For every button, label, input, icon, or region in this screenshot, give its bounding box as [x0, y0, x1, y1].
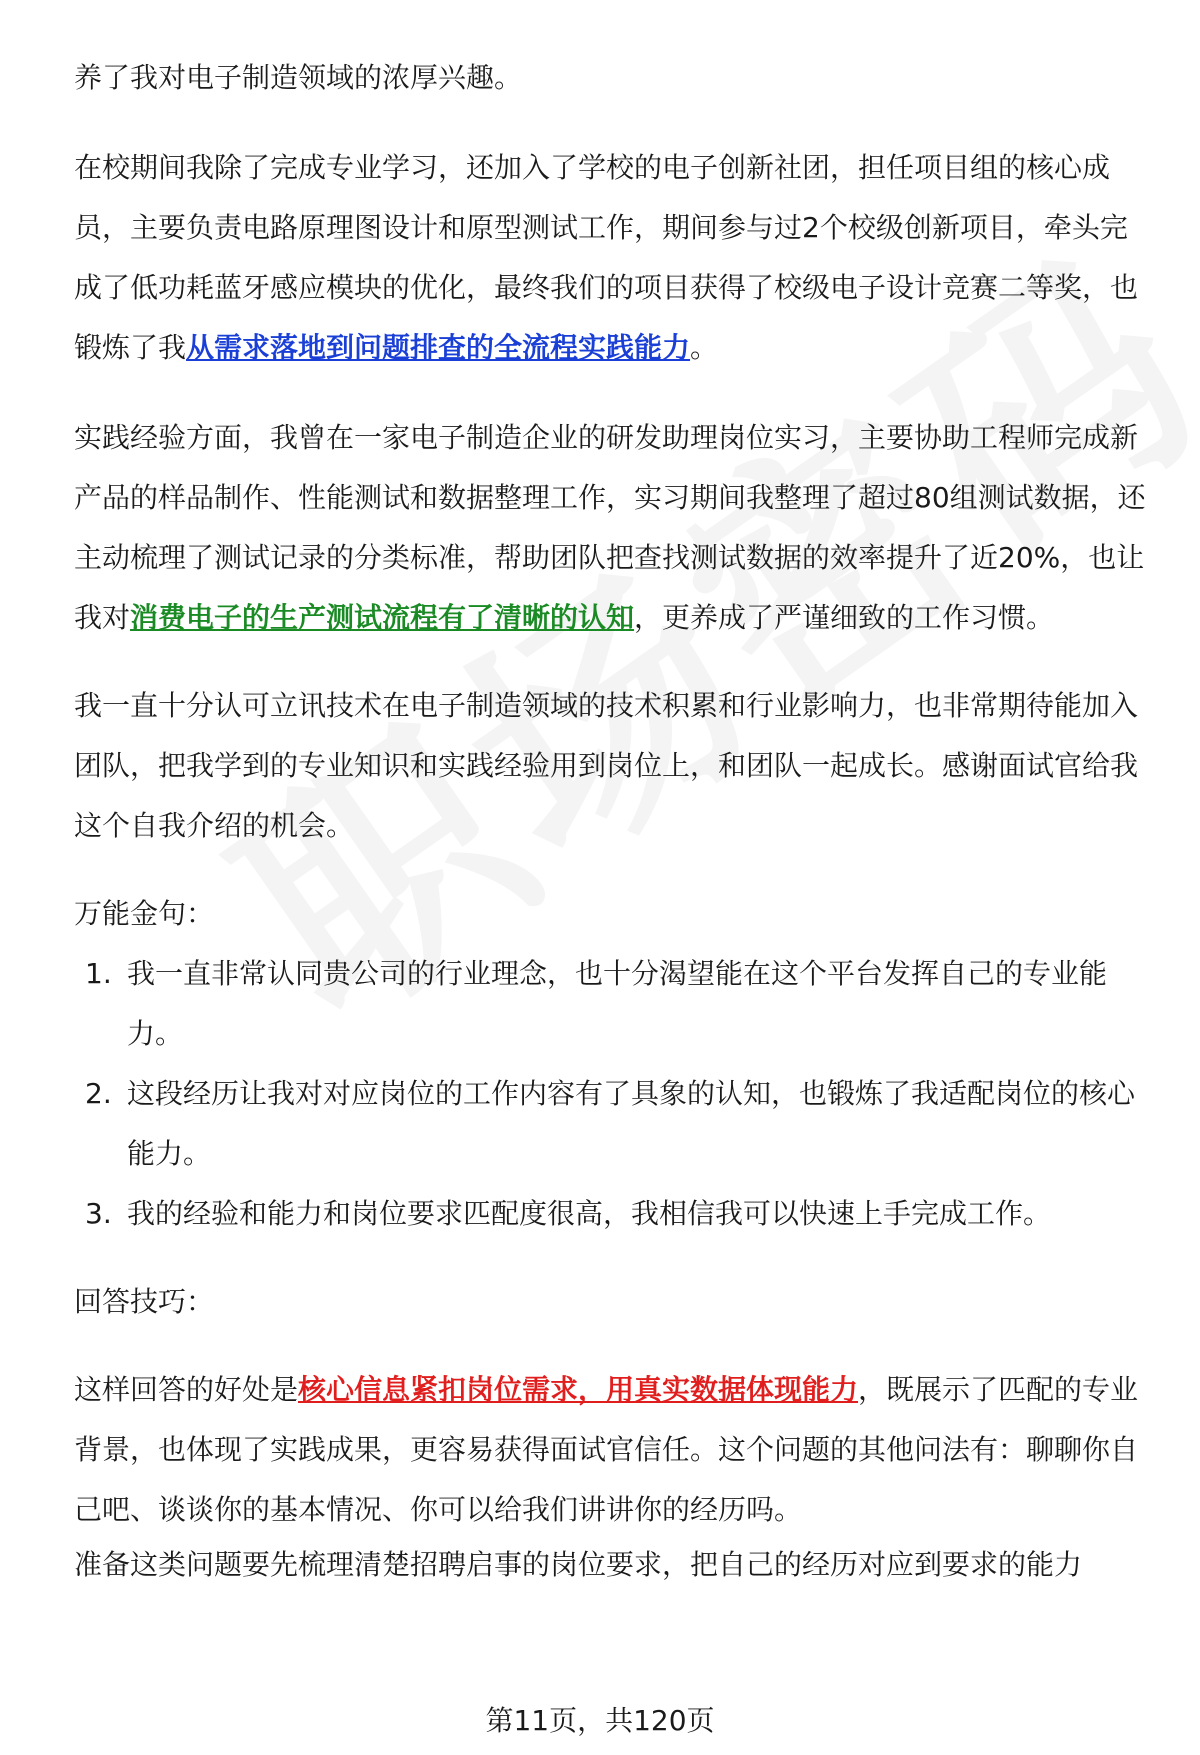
internship-text-end: ，更养成了严谨细致的工作习惯。 [634, 601, 1055, 634]
list-item [74, 944, 1154, 1064]
paragraph-closing: 我一直十分认可立讯技术在电子制造领域的技术积累和行业影响力，也非常期待能加入团队，把我学到的专业知识和实践经验用到岗位上，和团队一起成长。感谢面试官给我这个自我介绍的机会。 [74, 689, 1139, 842]
list-item [74, 1064, 1154, 1184]
list-text: 我的经验和能力和岗位要求匹配度很高，我相信我可以快速上手完成工作。 [127, 1197, 1052, 1230]
paragraph-tips [74, 1360, 1154, 1540]
document-body [74, 48, 1154, 1590]
golden-heading: 万能金句： [74, 897, 215, 930]
list-number: 3. [85, 1197, 112, 1230]
internship-text: 实践经验方面，我曾在一家电子制造企业的研发助理岗位实习，主要协助工程师完成新产品的样品制作、性能测试和数据整理工作，实习期间我整理了超过80组测试数据，还主动梳理了测试记录的分类标准，帮助团队把查找测试数据的效率提升了近20%，也让我对 [74, 421, 1146, 634]
highlight-blue: 从需求落地到问题排查的全流程实践能力 [186, 331, 691, 364]
campus-text: 在校期间我除了完成专业学习，还加入了学校的电子创新社团，担任项目组的核心成员，主要负责电路原理图设计和原型测试工作，期间参与过2个校级创新项目，牵头完成了低功耗蓝牙感应模块的优化，最终我们的项目获得了校级电子设计竞赛二等奖，也锻炼了我 [74, 151, 1139, 364]
golden-list [74, 944, 1154, 1244]
list-item [74, 1184, 1154, 1244]
tips-text: 这样回答的好处是 [74, 1373, 299, 1406]
tips-text-end: ，既展示了匹配的专业背景，也体现了实践成果，更容易获得面试官信任。这个问题的其他问法有：聊聊你自己吧、谈谈你的基本情况、你可以给我们讲讲你的经历吗。 [74, 1373, 1139, 1526]
campus-text-end: 。 [690, 331, 719, 364]
list-text: 这段经历让我对对应岗位的工作内容有了具象的认知，也锻炼了我适配岗位的核心能力。 [127, 1077, 1136, 1170]
highlight-red: 核心信息紧扣岗位需求，用真实数据体现能力 [298, 1373, 859, 1406]
highlight-green: 消费电子的生产测试流程有了清晰的认知 [130, 601, 635, 634]
page-footer: 第11页，共120页 [485, 1704, 715, 1737]
paragraph-prep: 准备这类问题要先梳理清楚招聘启事的岗位要求，把自己的经历对应到要求的能力 [74, 1548, 1083, 1581]
list-number: 2. [85, 1077, 112, 1110]
list-text: 我一直非常认同贵公司的行业理念，也十分渴望能在这个平台发挥自己的专业能力。 [127, 957, 1108, 1050]
paragraph-internship [74, 408, 1154, 648]
list-number: 1. [85, 957, 112, 990]
paragraph-campus [74, 138, 1154, 378]
tips-heading: 回答技巧： [74, 1285, 215, 1318]
paragraph-intro-end: 养了我对电子制造领域的浓厚兴趣。 [74, 61, 523, 94]
